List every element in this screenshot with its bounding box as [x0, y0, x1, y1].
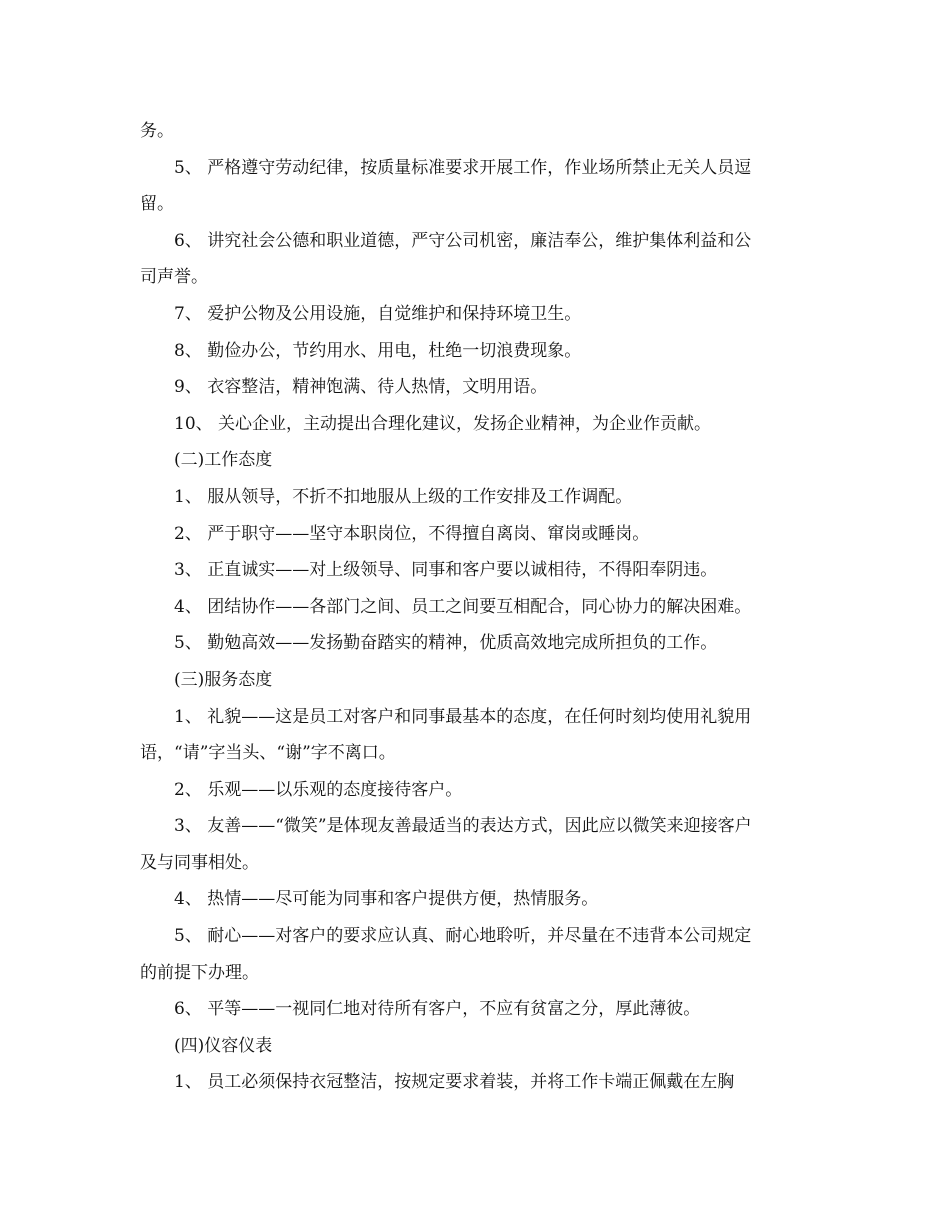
- text-line: 1、 礼貌——这是员工对客户和同事最基本的态度，在任何时刻均使用礼貌用: [174, 706, 752, 727]
- text-line: 2、 严于职守——坚守本职岗位，不得擅自离岗、窜岗或睡岗。: [174, 523, 650, 544]
- text-line: (四)仪容仪表: [174, 1035, 273, 1056]
- text-line: 7、 爱护公物及公用设施，自觉维护和保持环境卫生。: [174, 303, 582, 324]
- text-line: 务。: [140, 121, 174, 141]
- text-line: 及与同事相处。: [140, 852, 259, 873]
- text-line: 5、 耐心——对客户的要求应认真、耐心地聆听，并尽量在不违背本公司规定: [174, 926, 752, 947]
- text-line: 1、 员工必须保持衣冠整洁，按规定要求着装，并将工作卡端正佩戴在左胸: [174, 1072, 735, 1093]
- text-line: 司声誉。: [140, 267, 208, 288]
- text-line: 3、 正直诚实——对上级领导、同事和客户要以诚相待，不得阳奉阴违。: [174, 560, 718, 581]
- text-line: 2、 乐观——以乐观的态度接待客户。: [174, 779, 463, 800]
- text-line: 6、 平等——一视同仁地对待所有客户，不应有贫富之分，厚此薄彼。: [174, 999, 701, 1020]
- text-line: 10、 关心企业，主动提出合理化建议，发扬企业精神，为企业作贡献。: [174, 413, 712, 434]
- text-line: 5、 严格遵守劳动纪律，按质量标准要求开展工作，作业场所禁止无关人员逗: [174, 157, 752, 178]
- text-line: 的前提下办理。: [140, 962, 259, 983]
- document-body: [140, 113, 812, 1101]
- text-line: 4、 热情——尽可能为同事和客户提供方便，热情服务。: [174, 889, 599, 910]
- text-line: (二)工作态度: [174, 450, 273, 471]
- text-line: 1、 服从领导，不折不扣地服从上级的工作安排及工作调配。: [174, 486, 633, 507]
- text-line: 6、 讲究社会公德和职业道德，严守公司机密，廉洁奉公，维护集体利益和公: [174, 230, 752, 251]
- text-line: 8、 勤俭办公，节约用水、用电，杜绝一切浪费现象。: [174, 340, 582, 361]
- text-line: 5、 勤勉高效——发扬勤奋踏实的精神，优质高效地完成所担负的工作。: [174, 633, 718, 654]
- text-line: (三)服务态度: [174, 669, 273, 690]
- text-line: 3、 友善——“微笑”是体现友善最适当的表达方式，因此应以微笑来迎接客户: [174, 816, 752, 837]
- text-line: 语，“请”字当头、“谢”字不离口。: [140, 743, 396, 764]
- text-line: 留。: [140, 194, 174, 215]
- text-line: 4、 团结协作——各部门之间、员工之间要互相配合，同心协力的解决困难。: [174, 596, 752, 617]
- text-line: 9、 衣容整洁，精神饱满、待人热情，文明用语。: [174, 377, 548, 398]
